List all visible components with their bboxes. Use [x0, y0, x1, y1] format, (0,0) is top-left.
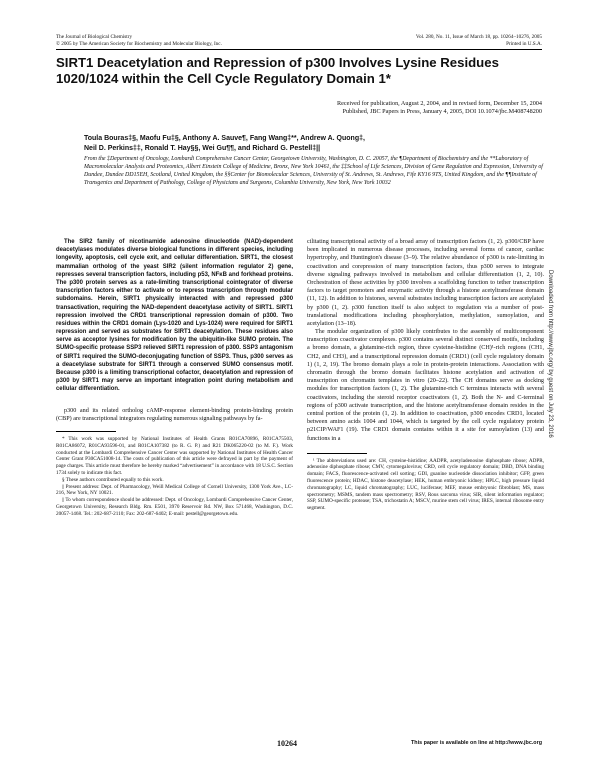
intro-paragraph: p300 and its related ortholog cAMP-response element-binding protein-binding protein (CBP) are transcriptional integrators regulating numerous signaling pathways by fa-	[56, 407, 293, 422]
body-paragraph: cilitating transcriptional activity of a broad array of transcription factors (1, 2). p300/CBP have been implicated in numerous disease processes, including several forms of cancer, cardiac hypertrophy, and Huntington's disease (3–9). The relative abundance of p300 is rate-limiting in coactivation and corepression of many transcription factors, thus p300 serves to integrate diverse signaling pathways involved in metabolism and cellular differentiation (1, 2, 10). Orchestration of these activities by p300 involves a scaffolding function to tether transcription factors to target promoters and enzymatic activity through a histone acetyltransferase domain (11, 12). In addition to histones, several substrates including transcription factors are acetylated by p300 (1, 2). p300 function itself is also subject to regulation via a number of post-translational modifications including phosphorylation, methylation, sumoylation, and acetylation (13–18).	[307, 239, 544, 327]
journal-header-right	[416, 34, 542, 48]
abstract: The SIR2 family of nicotinamide adenosine dinucleotide (NAD)-dependent deacetylases modulates diverse biological functions in different species, including longevity, apoptosis, cell cycle exit, and cellular differentiation. SIRT1, the closest mammalian ortholog of the yeast SIR2 (silent information regulator 2) gene, represses several transcription factors, including p53, NFκB and forkhead proteins. The p300 protein serves as a rate-limiting transcriptional cointegrator of diverse transcription factors either to activate or to repress transcription through modular subdomains. Herein, SIRT1 physically interacted with and repressed p300 transactivation, requiring the NAD-dependent deacetylase activity of SIRT1. SIRT1 repression involved the CRD1 transcriptional repression domain of p300. Two residues within the CRD1 domain (Lys-1020 and Lys-1024) were required for SIRT1 repression and served as substrates for SIRT1 deacetylation. These residues also serve as acceptor lysines for modification by the ubiquitin-like SUMO protein. The SUMO-specific protease SSP3 relieved SIRT1 repression of p300. SSP3 antagonism of SIRT1 required the SUMO-deconjugating function of SSP3. Thus, p300 serves as a deacetylase substrate for SIRT1 through a conserved SUMO consensus motif. Because p300 is a limiting transcriptional cofactor, deacetylation and repression of p300 by SIRT1 may serve an important integration point during metabolism and cellular differentiation.	[56, 239, 293, 393]
received-line: Received for publication, August 2, 2004, and in revised form, December 15, 2004	[337, 100, 542, 107]
footnote-equal-contribution: § These authors contributed equally to this work.	[62, 476, 164, 483]
journal-name: The Journal of Biological Chemistry	[56, 34, 133, 40]
footnote-rule	[56, 431, 116, 432]
journal-header-left	[56, 34, 222, 48]
publication-dates	[242, 100, 542, 115]
footnote-funding: * This work was supported by National Institutes of Health Grants R01CA70896, R01CA75503, R01CA86072, R01CA93596-01, and R01CA107382 (to R. G. P.) and R21 DK065220-02 (to M. F.). Work conducted at the Lombardi Comprehensive Cancer Center was supported by National Institutes of Health Cancer Center Grant P30CA51008-14. The costs of publication of this article were defrayed in part by the payment of page charges. This article must therefore be hereby marked “advertisement” in accordance with 18 U.S.C. Section 1734 solely to indicate this fact.	[56, 435, 293, 476]
printed-line: Printed in U.S.A.	[506, 40, 542, 47]
author-line: Toula Bouras‡§, Maofu Fu‡§, Anthony A. Sauve¶, Fang Wang‡**, Andrew A. Quong‡,	[84, 135, 365, 142]
footnote-abbreviations: ¹ The abbreviations used are: CH, cysteine-histidine; AADPR, acetyladenosine diphosphate ribose; ADPR, adenosine diphosphate ribose; CMV, cytomegalovirus; CRD, cell cycle regulatory domain; DBD, DNA binding domain; FACS, fluorescence-activated cell sorting; GDI, guanine nucleotide dissociation inhibitor; GFP, green fluorescence protein; HDAC, histone deacetylase; HEK, human embryonic kidney; HPLC, high pressure liquid chromatography; LC, liquid chromatography; LUC, luciferase; MEF, mouse embryonic fibroblast; MS, mass spectrometry; MSMS, tandem mass spectrometry; RSV, Rous sarcoma virus; SIR, silent information regulator; SSP, SUMO-specific protease; TSA, trichostatin A; MSCV, murine stem cell virus; IRES, internal ribosome entry segment.	[307, 457, 544, 512]
download-watermark: Downloaded from http://www.jbc.org/ by guest on July 23, 2016	[547, 270, 553, 438]
footnote-present-address: || Present address: Dept. of Pharmacology, Weill Medical College of Cornell University, 1300 York Ave., LC-216, New York, NY 10021.	[56, 483, 293, 497]
page-number: 10264	[277, 739, 297, 748]
published-line: Published, JBC Papers in Press, January 4, 2005, DOI 10.1074/jbc.M408748200	[342, 107, 542, 115]
volume-line: Vol. 280, No. 11, Issue of March 18, pp. 10264–10276, 2005	[415, 34, 542, 40]
online-availability-note: This paper is available on line at http://www.jbc.org	[411, 740, 542, 746]
affiliations: From the ‡Department of Oncology, Lombardi Comprehensive Cancer Center, Georgetown University, Washington, D. C. 20057, the ¶Department of Biochemistry and the **Laboratory of Macromolecular Analysis and Proteomics, Albert Einstein College of Medicine, Bronx, New York 10461, the ‡‡School of Life Sciences, Division of Gene Regulation and Expression, University of Dundee, Dundee DD15EH, Scotland, United Kingdom, the §§Center for Biomolecular Sciences, University of St. Andrews, St. Andrews, Fife KY16 9TS, United Kingdom, and the ¶¶Institute of Transgenics and Department of Pathology, College of Physicians and Surgeons, Columbia University, New York, New York 10032	[84, 156, 543, 186]
footnote-rule	[307, 453, 367, 454]
left-column	[56, 238, 293, 518]
footnote-correspondence: || To whom correspondence should be addressed: Dept. of Oncology, Lombardi Comprehensive Cancer Center, Georgetown University, Research Bldg. Rm. E501, 3970 Reservoir Rd. NW, Box 571468, Washington, D.C. 20057-1468. Tel.: 202-687-2110; Fax: 202-687-6402; E-mail: pestell@georgetown.edu.	[56, 497, 293, 517]
author-line: Neil D. Perkins‡‡, Ronald T. Hay§§, Wei Gu¶¶, and Richard G. Pestell‡||	[84, 144, 321, 152]
author-list	[84, 134, 534, 154]
body-paragraph: The modular organization of p300 likely contributes to the assembly of multicomponent transcription coactivator complexes. p300 contains several distinct conserved motifs, including a bromo domain, a glutamine-rich region, three cysteine-histidine (CH)¹-rich regions (CH1, CH2, and CH3), and a transcriptional repression domain (CRD1) (cell cycle regulatory domain 1) (1, 2, 19). The bromo domain plays a role in protein-protein interactions. Association with chromatin through the bromo domain facilitates histone acetylation and activation of transcription on chromatin templates in vitro (20–22). The CH domains serve as docking modules for transcription factors (1, 2). The glutamine-rich C terminus interacts with several coactivators, including the steroid receptor coactivators (1, 2). Both the N- and C-terminal regions of p300 activate transcription, and the histone acetyltransferase domain resides in the central portion of the protein (1, 2). In addition to coactivation, p300 encodes CRD1, located between amino acids 1004 and 1044, which is targeted by the cell cycle regulatory protein p21CIP/WAF1 (19). The CRD1 domain contains within it a site for sumoylation (13) and functions in a	[307, 329, 544, 442]
right-column	[307, 238, 544, 512]
copyright-line: © 2005 by The American Society for Biochemistry and Molecular Biology, Inc.	[56, 40, 222, 47]
article-title: SIRT1 Deacetylation and Repression of p300 Involves Lysine Residues 1020/1024 within the Cell Cycle Regulatory Domain 1*	[56, 55, 499, 86]
header-rule	[56, 49, 542, 50]
